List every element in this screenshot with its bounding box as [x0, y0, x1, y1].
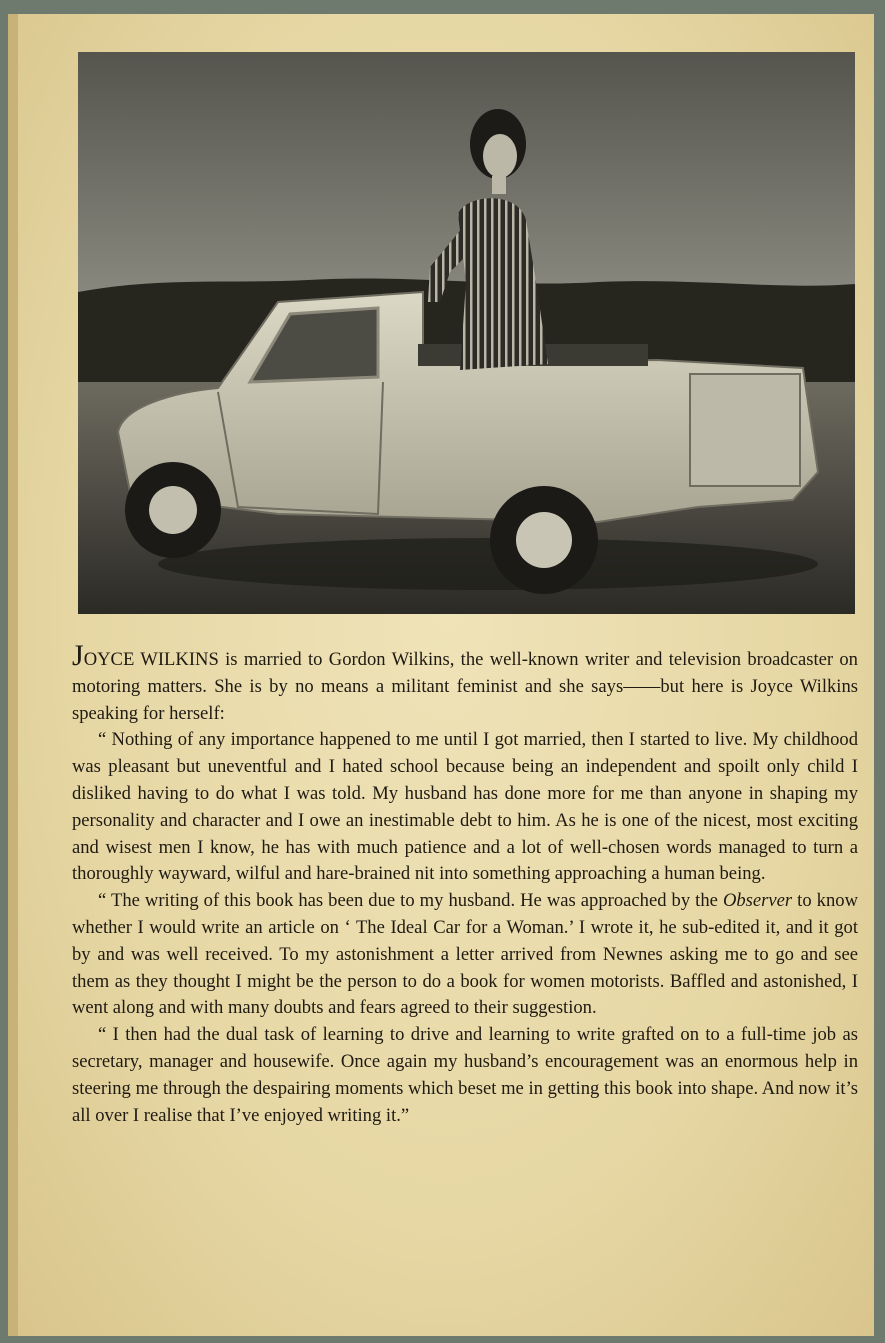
bio-intro-text: is married to Gordon Wilkins, the well-known writer and television broadcaster on motoring matters. She is by no means a militant feminist and she says——but here is Joyce Wilkins speaking for herself:: [72, 649, 858, 724]
author-name: OYCE WILKINS: [83, 649, 219, 670]
photo-woman-standing-in-pickup-car: [78, 52, 855, 614]
book-back-cover: [8, 14, 874, 1336]
author-photo: [78, 52, 855, 614]
publication-title: Observer: [722, 890, 793, 912]
bio-intro-paragraph: [72, 639, 858, 727]
bio-paragraph-2: “ The writing of this book has been due to my husband. He was approached by the Observer to know whether I would write an article on ‘ The Ideal Car for a Woman.’ I wrote it, he sub-edited it, and it got by and was well received. To my astonishment a letter arrived from Newnes asking me to go and see them as they thought I might be the person to do a book for women motorists. Baffled and astonished, I went along and with many doubts and fears agreed to their suggestion.: [72, 890, 859, 1019]
drop-cap-letter: J: [72, 639, 84, 672]
bio-paragraph-3: “ I then had the dual task of learning to drive and learning to write grafted on to a full-time job as secretary, manager and housewife. Once again my husband’s encouragement was an enormous help in steering me through the despairing moments which beset me in getting this book into shape. And now it’s all over I realise that I’ve enjoyed writing it.”: [72, 1024, 858, 1126]
bio-paragraph-1: “ Nothing of any importance happened to me until I got married, then I started to live. My childhood was pleasant but uneventful and I hated school because being an independent and spoilt only child I disliked having to do what I was told. My husband has done more for me than anyone in shaping my personality and character and I owe an inestimable debt to him. As he is one of the nicest, most exciting and wisest men I know, he has with much patience and a lot of well-chosen words managed to turn a thoroughly wayward, wilful and hare-brained nit into something approaching a human being.: [72, 729, 858, 885]
author-biography: [72, 639, 859, 1129]
